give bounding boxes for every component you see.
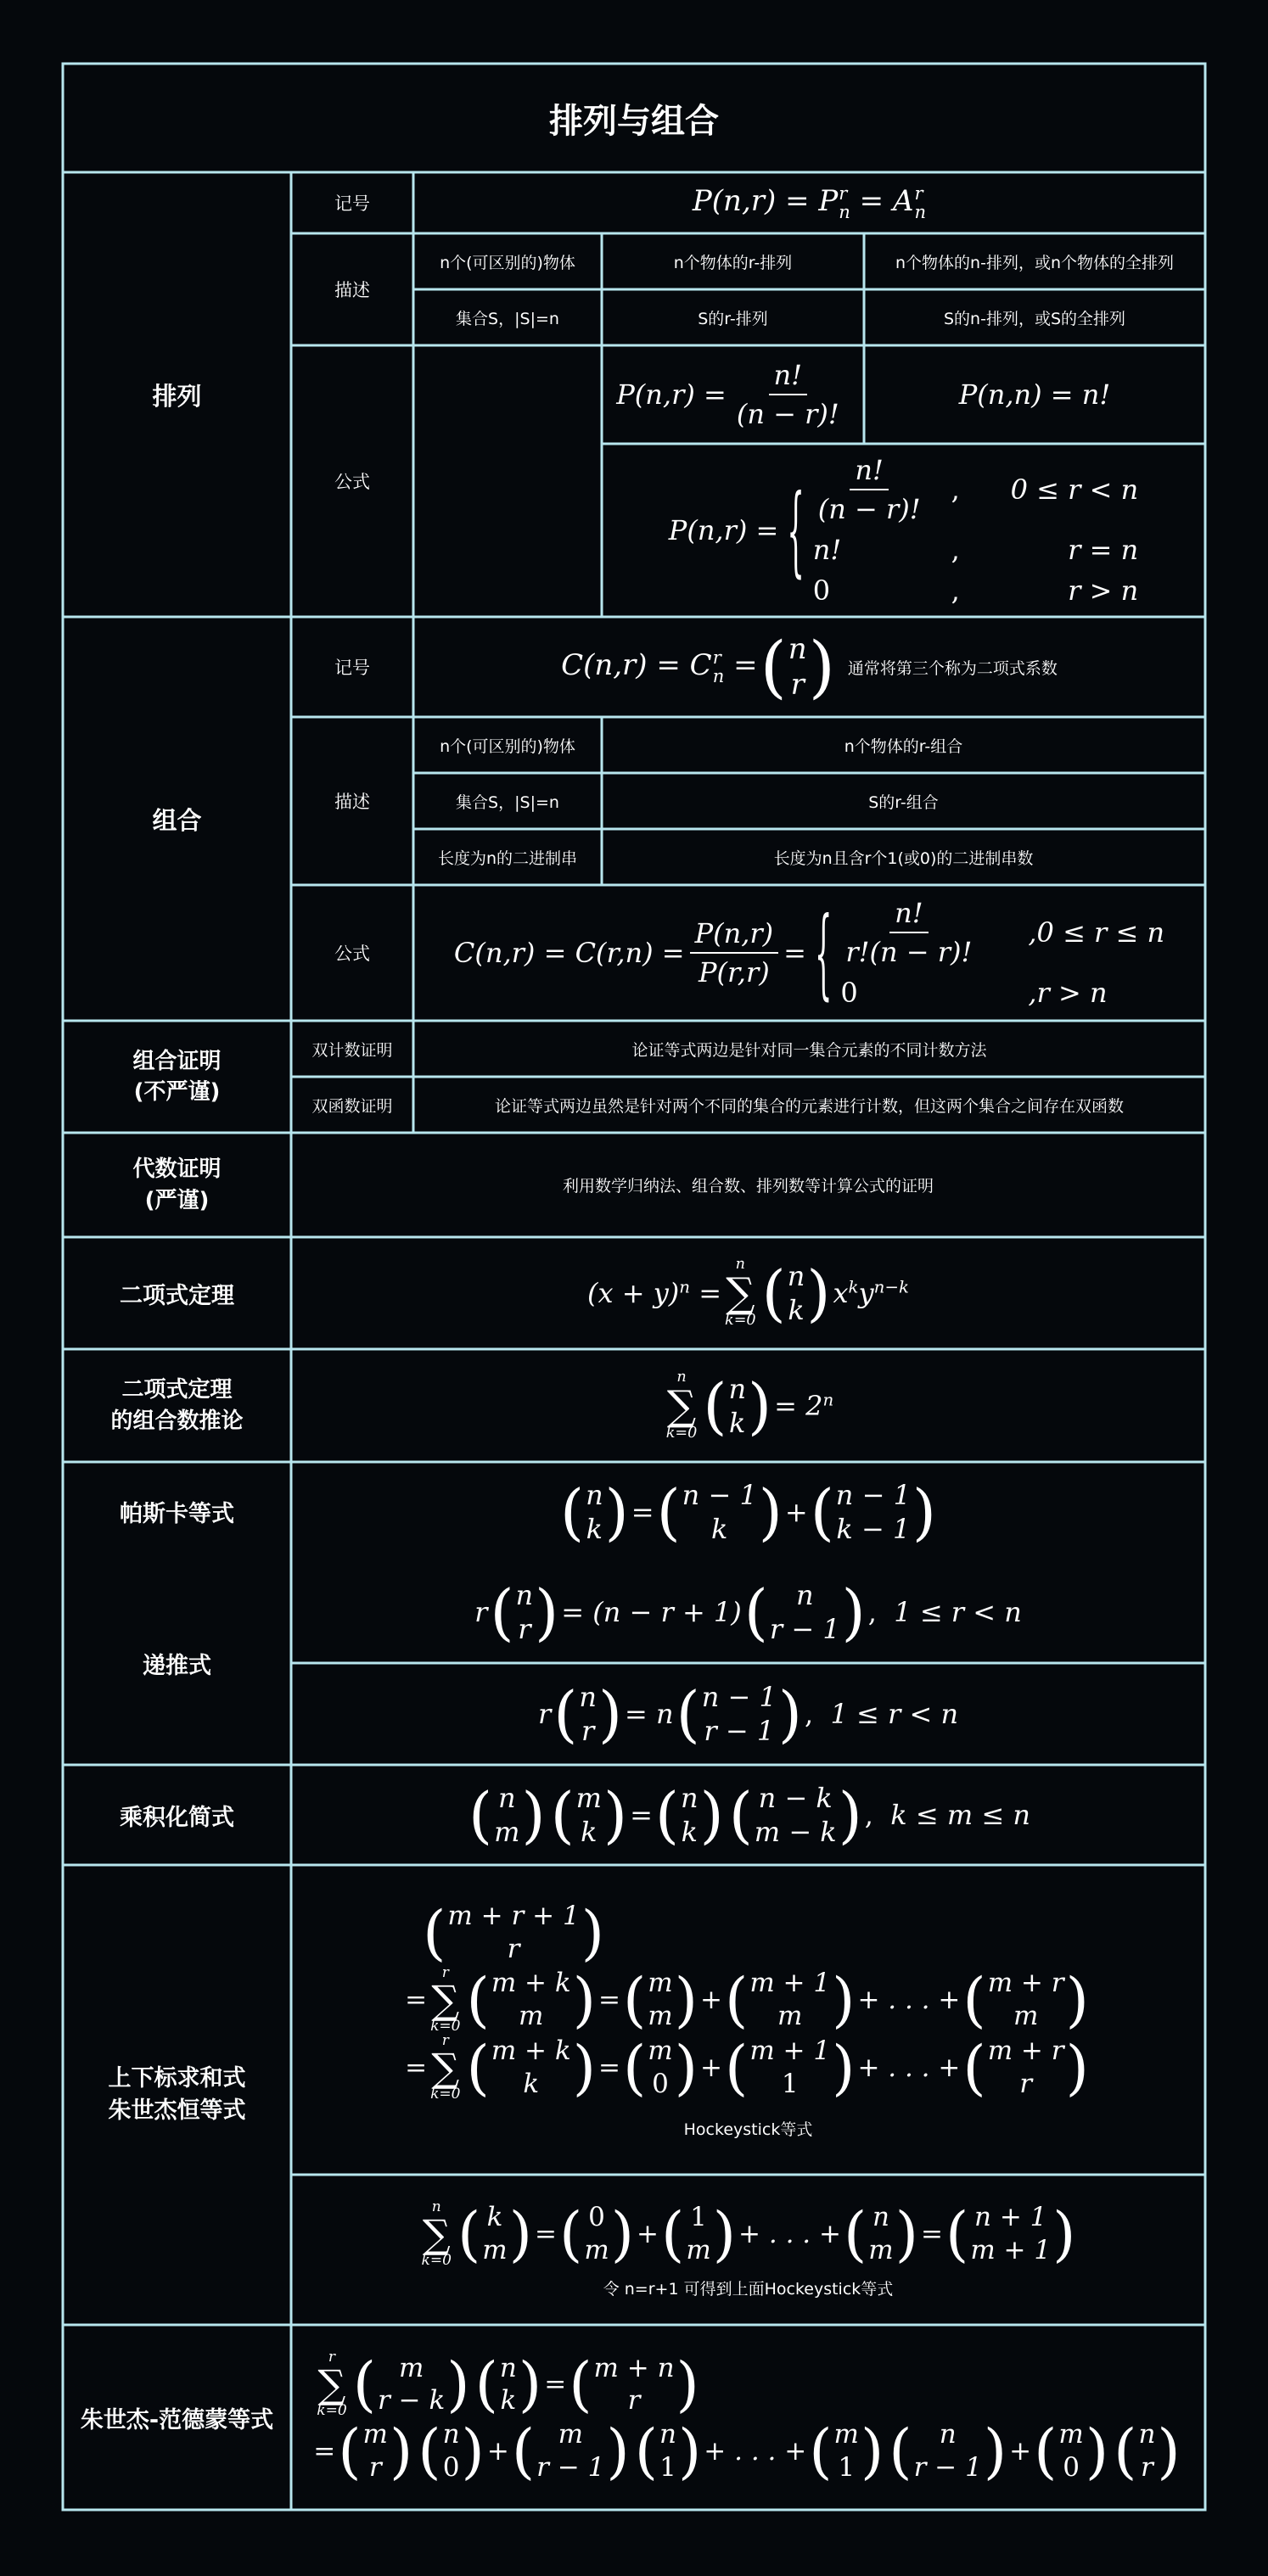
comb-desc-cell: 长度为n的二进制串 <box>437 848 578 868</box>
case-sep: , <box>951 574 960 607</box>
perm-formula-cases: P(n,r) = { $\frac{n!}{(n - r)!}$ , 0 ≤ r < n n! , r = n 0 , r > n <box>668 454 1139 607</box>
perm-desc-cell: n个(可区别的)物体 <box>440 253 575 272</box>
binomial-heading: 二项式定理 <box>120 1282 234 1309</box>
bijection-label: 双函数证明 <box>311 1096 393 1116</box>
perm-desc-cell: n个物体的r-排列 <box>673 253 793 272</box>
perm-desc-cell: 集合S，|S|=n <box>456 309 559 328</box>
recursion-formula-1: r ( n r ) = (n − r + 1) ( n r − 1 ) , 1 ≤ r < n <box>474 1576 1022 1648</box>
hockey-caption-2: 令 n=r+1 可得到上面Hockeystick等式 <box>603 2280 894 2299</box>
double-count-label: 双计数证明 <box>311 1040 393 1060</box>
comb-desc-cell: 长度为n且含r个1(或0)的二进制串数 <box>773 848 1034 868</box>
case-cond: r = n <box>1068 534 1139 566</box>
double-count-text: 论证等式两边是针对同一集合元素的不同计数方法 <box>631 1040 987 1060</box>
recursion-cond: 1 ≤ r < n <box>894 1596 1022 1628</box>
page-title: 排列与组合 <box>549 101 719 141</box>
perm-desc-cell: n个物体的n-排列，或n个物体的全排列 <box>895 253 1174 272</box>
vandermonde-heading: 朱世杰-范德蒙等式 <box>80 2406 274 2433</box>
pascal-formula: ( n k ) = ( n − 1 k ) + ( n − 1 k − 1 ) <box>559 1476 937 1548</box>
case-expr: 0 <box>812 574 831 607</box>
alg-proof-heading: 代数证明 (严谨) <box>132 1156 222 1213</box>
combination-heading: 组合 <box>152 805 202 835</box>
case-cond: ,0 ≤ r ≤ n <box>1028 916 1165 949</box>
bijection-text: 论证等式两边虽然是针对两个不同的集合的元素进行计数，但这两个集合之间存在双函数 <box>494 1096 1124 1116</box>
perm-notation-formula: P(n,r) = P r n = A r n <box>692 182 927 222</box>
alg-proof-text: 利用数学归纳法、组合数、排列数等计算公式的证明 <box>562 1177 934 1196</box>
case-expr: n! <box>812 534 842 566</box>
comb-describe-label: 描述 <box>334 792 370 812</box>
vandermonde-formula: r ∑ k=0 ( m r − k ) ( n k ) = ( m + n r ) = ( m r ) ( n 0 ) + ( m r − 1 ) ( n 1 ) + . . . + ( m 1 ) ( n r − 1 ) + ( m 0 ) ( n r ) <box>313 2349 1181 2487</box>
perm-formula-main: P(n,r) = $\frac{n!}{(n - r)!}$ <box>616 359 839 430</box>
recursion-heading: 递推式 <box>143 1652 211 1679</box>
comb-notation-formula: C(n,r) = C r n = ( n r ) 通常将第三个称为二项式系数 <box>561 627 1058 706</box>
case-cond: 0 ≤ r < n <box>1010 473 1139 506</box>
pascal-heading: 帕斯卡等式 <box>120 1501 234 1527</box>
product-formula: ( n m ) ( m k ) = ( n k ) ( n − k m − k ) , k ≤ m ≤ n <box>468 1779 1030 1851</box>
comb-notation-note: 通常将第三个称为二项式系数 <box>847 658 1058 678</box>
recursion-formula-2: r ( n r ) = n ( n − 1 r − 1 ) , 1 ≤ r < n <box>537 1678 959 1750</box>
comb-desc-cell: 集合S，|S|=n <box>456 792 559 812</box>
case-cond: r > n <box>1068 574 1139 607</box>
case-sep: , <box>951 534 960 566</box>
comb-proof-heading: 组合证明 (不严谨) <box>132 1048 222 1105</box>
comb-desc-cell: S的r-组合 <box>868 792 939 812</box>
perm-formula-full: P(n,n) = n! <box>958 378 1111 411</box>
binomial-cor-formula: n ∑ k=0 ( n k ) = $2^n$ <box>665 1368 834 1442</box>
case-sep: , <box>951 473 960 506</box>
recursion-cond: 1 ≤ r < n <box>830 1698 959 1730</box>
perm-desc-cell: S的r-排列 <box>698 309 768 328</box>
perm-describe-label: 描述 <box>334 280 370 300</box>
comb-desc-cell: n个物体的r-组合 <box>844 736 963 756</box>
case-expr: 0 <box>840 977 858 1009</box>
binomial-cor-heading: 二项式定理 的组合数推论 <box>110 1377 244 1434</box>
product-heading: 乘积化简式 <box>120 1804 234 1831</box>
hockey-formula: ( m + r + 1 r ) = r ∑ k=0 ( m + k m ) = ( m m ) + ( m + 1 m ) + . . . + ( m + r m ) = r ∑ k=0 ( m + k k ) = ( m 0 ) + ( m + 1 1 ) + . . . + ( m + r r ) Hockeystick等式 <box>405 1897 1089 2139</box>
perm-formula-label: 公式 <box>334 472 370 492</box>
comb-notation-label: 记号 <box>334 658 370 678</box>
comb-desc-cell: n个(可区别的)物体 <box>440 736 575 756</box>
permutation-heading: 排列 <box>152 381 202 411</box>
hockey-caption: Hockeystick等式 <box>683 2120 813 2139</box>
comb-formula-label: 公式 <box>334 944 370 964</box>
perm-notation-label: 记号 <box>334 193 370 214</box>
hockey-formula-2: n ∑ k=0 ( k m ) = ( 0 m ) + ( 1 m ) + . . . + ( n m ) = ( n + 1 m + 1 ) 令 n=r+1 可得到上面Hockeystick等式 <box>421 2198 1076 2299</box>
binomial-formula: $(x + y)^n$ = n ∑ k=0 ( n k ) $x^ky^{n-k}$ <box>587 1256 909 1329</box>
hockey-heading: 上下标求和式 朱世杰恒等式 <box>108 2065 246 2124</box>
case-cond: ,r > n <box>1028 977 1108 1009</box>
product-cond: k ≤ m ≤ n <box>890 1799 1030 1831</box>
perm-desc-cell: S的n-排列，或S的全排列 <box>943 309 1126 328</box>
comb-formula: C(n,r) = C(r,n) = $\frac{P(n,r)}{P(r,r)}$ = { $\frac{n!}{r!(n - r)!}$ ,0 ≤ r ≤ n 0 ,r > n <box>453 894 1165 1011</box>
